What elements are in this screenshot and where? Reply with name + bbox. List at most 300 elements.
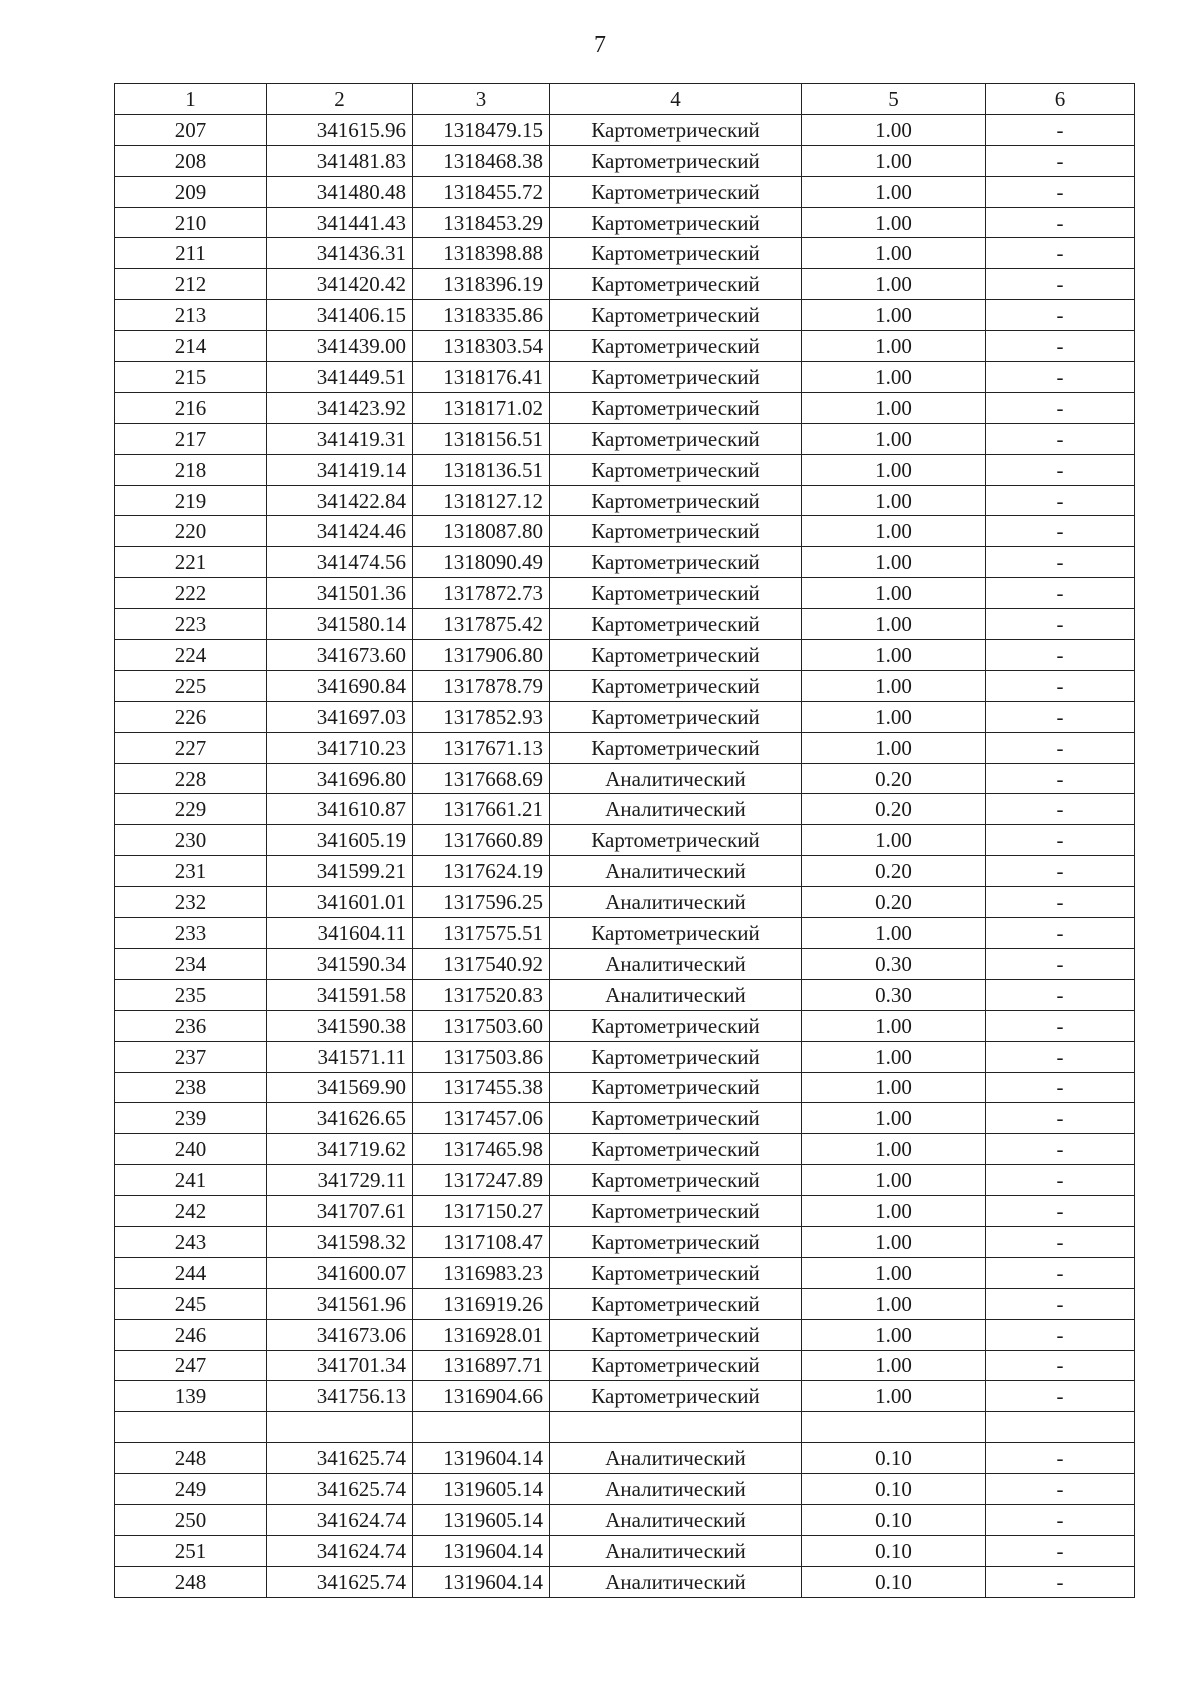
x-coordinate-cell: 341624.74 [267, 1504, 413, 1535]
accuracy-cell: 1.00 [802, 392, 986, 423]
accuracy-cell: 1.00 [802, 114, 986, 145]
x-coordinate-cell: 341624.74 [267, 1535, 413, 1566]
table-row [115, 701, 1135, 732]
accuracy-cell: 1.00 [802, 176, 986, 207]
note-cell: - [986, 423, 1135, 454]
note-cell: - [986, 1134, 1135, 1165]
column-header-1: 1 [115, 84, 267, 115]
column-header-6: 6 [986, 84, 1135, 115]
point-number-cell: 217 [115, 423, 267, 454]
table-row [115, 1041, 1135, 1072]
y-coordinate-cell: 1317906.80 [413, 640, 550, 671]
x-coordinate-cell: 341580.14 [267, 609, 413, 640]
method-cell: Картометрический [550, 1226, 802, 1257]
y-coordinate-cell: 1317852.93 [413, 701, 550, 732]
y-coordinate-cell: 1317575.51 [413, 918, 550, 949]
point-number-cell: 241 [115, 1165, 267, 1196]
accuracy-cell: 1.00 [802, 423, 986, 454]
accuracy-cell: 0.30 [802, 948, 986, 979]
y-coordinate-cell: 1316928.01 [413, 1319, 550, 1350]
y-coordinate-cell: 1318176.41 [413, 362, 550, 393]
table-row [115, 948, 1135, 979]
point-number-cell: 207 [115, 114, 267, 145]
column-header-2: 2 [267, 84, 413, 115]
x-coordinate-cell: 341604.11 [267, 918, 413, 949]
note-cell: - [986, 794, 1135, 825]
point-number-cell: 228 [115, 763, 267, 794]
point-number-cell: 235 [115, 979, 267, 1010]
y-coordinate-cell: 1319605.14 [413, 1504, 550, 1535]
point-number-cell: 221 [115, 547, 267, 578]
point-number-cell [115, 1412, 267, 1443]
note-cell: - [986, 1474, 1135, 1505]
point-number-cell: 213 [115, 300, 267, 331]
x-coordinate-cell: 341406.15 [267, 300, 413, 331]
accuracy-cell [802, 1412, 986, 1443]
point-number-cell: 208 [115, 145, 267, 176]
x-coordinate-cell: 341419.31 [267, 423, 413, 454]
point-number-cell: 209 [115, 176, 267, 207]
point-number-cell: 218 [115, 454, 267, 485]
method-cell: Картометрический [550, 1381, 802, 1412]
accuracy-cell: 1.00 [802, 701, 986, 732]
accuracy-cell: 1.00 [802, 1319, 986, 1350]
x-coordinate-cell: 341441.43 [267, 207, 413, 238]
note-cell: - [986, 670, 1135, 701]
x-coordinate-cell: 341673.06 [267, 1319, 413, 1350]
method-cell: Картометрический [550, 300, 802, 331]
accuracy-cell: 1.00 [802, 362, 986, 393]
point-number-cell: 225 [115, 670, 267, 701]
note-cell: - [986, 300, 1135, 331]
note-cell: - [986, 1103, 1135, 1134]
y-coordinate-cell: 1316897.71 [413, 1350, 550, 1381]
accuracy-cell: 1.00 [802, 547, 986, 578]
x-coordinate-cell: 341474.56 [267, 547, 413, 578]
accuracy-cell: 1.00 [802, 825, 986, 856]
x-coordinate-cell: 341625.74 [267, 1443, 413, 1474]
method-cell: Картометрический [550, 825, 802, 856]
table-row [115, 763, 1135, 794]
accuracy-cell: 1.00 [802, 331, 986, 362]
y-coordinate-cell: 1319604.14 [413, 1443, 550, 1474]
table-row [115, 1566, 1135, 1597]
accuracy-cell: 1.00 [802, 1041, 986, 1072]
x-coordinate-cell: 341615.96 [267, 114, 413, 145]
accuracy-cell: 1.00 [802, 1165, 986, 1196]
accuracy-cell: 1.00 [802, 732, 986, 763]
method-cell: Аналитический [550, 1535, 802, 1566]
x-coordinate-cell: 341625.74 [267, 1566, 413, 1597]
point-number-cell: 230 [115, 825, 267, 856]
x-coordinate-cell: 341701.34 [267, 1350, 413, 1381]
x-coordinate-cell: 341605.19 [267, 825, 413, 856]
method-cell: Аналитический [550, 887, 802, 918]
y-coordinate-cell: 1319604.14 [413, 1566, 550, 1597]
note-cell: - [986, 1196, 1135, 1227]
method-cell: Картометрический [550, 516, 802, 547]
point-number-cell: 212 [115, 269, 267, 300]
table-row [115, 1381, 1135, 1412]
y-coordinate-cell: 1318127.12 [413, 485, 550, 516]
method-cell: Картометрический [550, 485, 802, 516]
table-row [115, 887, 1135, 918]
table-row [115, 207, 1135, 238]
note-cell [986, 1412, 1135, 1443]
method-cell: Картометрический [550, 701, 802, 732]
accuracy-cell: 1.00 [802, 454, 986, 485]
x-coordinate-cell: 341590.34 [267, 948, 413, 979]
table-row [115, 392, 1135, 423]
note-cell: - [986, 1072, 1135, 1103]
y-coordinate-cell: 1319605.14 [413, 1474, 550, 1505]
method-cell: Картометрический [550, 392, 802, 423]
y-coordinate-cell: 1318455.72 [413, 176, 550, 207]
method-cell: Аналитический [550, 948, 802, 979]
accuracy-cell: 0.10 [802, 1474, 986, 1505]
x-coordinate-cell: 341569.90 [267, 1072, 413, 1103]
x-coordinate-cell: 341690.84 [267, 670, 413, 701]
accuracy-cell: 0.10 [802, 1443, 986, 1474]
table-row [115, 547, 1135, 578]
accuracy-cell: 0.30 [802, 979, 986, 1010]
table-row [115, 1288, 1135, 1319]
accuracy-cell: 1.00 [802, 670, 986, 701]
table-row [115, 269, 1135, 300]
note-cell: - [986, 1257, 1135, 1288]
y-coordinate-cell: 1317457.06 [413, 1103, 550, 1134]
table-row [115, 979, 1135, 1010]
accuracy-cell: 0.20 [802, 856, 986, 887]
accuracy-cell: 0.10 [802, 1535, 986, 1566]
x-coordinate-cell: 341422.84 [267, 485, 413, 516]
note-cell: - [986, 701, 1135, 732]
y-coordinate-cell: 1316919.26 [413, 1288, 550, 1319]
accuracy-cell: 0.20 [802, 887, 986, 918]
method-cell: Картометрический [550, 1010, 802, 1041]
method-cell: Картометрический [550, 1319, 802, 1350]
y-coordinate-cell: 1318398.88 [413, 238, 550, 269]
point-number-cell: 240 [115, 1134, 267, 1165]
method-cell [550, 1412, 802, 1443]
accuracy-cell: 1.00 [802, 1257, 986, 1288]
note-cell: - [986, 1288, 1135, 1319]
x-coordinate-cell: 341673.60 [267, 640, 413, 671]
table-row [115, 1196, 1135, 1227]
table-row [115, 1319, 1135, 1350]
table-row [115, 670, 1135, 701]
point-number-cell: 222 [115, 578, 267, 609]
method-cell: Картометрический [550, 732, 802, 763]
accuracy-cell: 1.00 [802, 1350, 986, 1381]
x-coordinate-cell: 341590.38 [267, 1010, 413, 1041]
x-coordinate-cell: 341600.07 [267, 1257, 413, 1288]
y-coordinate-cell: 1317503.60 [413, 1010, 550, 1041]
note-cell: - [986, 145, 1135, 176]
method-cell: Картометрический [550, 1257, 802, 1288]
method-cell: Картометрический [550, 1196, 802, 1227]
note-cell: - [986, 1381, 1135, 1412]
x-coordinate-cell: 341436.31 [267, 238, 413, 269]
y-coordinate-cell: 1316983.23 [413, 1257, 550, 1288]
x-coordinate-cell: 341501.36 [267, 578, 413, 609]
note-cell: - [986, 547, 1135, 578]
y-coordinate-cell: 1317596.25 [413, 887, 550, 918]
table-row [115, 176, 1135, 207]
method-cell: Картометрический [550, 1350, 802, 1381]
y-coordinate-cell: 1317503.86 [413, 1041, 550, 1072]
accuracy-cell: 0.10 [802, 1566, 986, 1597]
table-row [115, 1474, 1135, 1505]
point-number-cell: 139 [115, 1381, 267, 1412]
note-cell: - [986, 1165, 1135, 1196]
table-row [115, 1226, 1135, 1257]
method-cell: Картометрический [550, 1134, 802, 1165]
x-coordinate-cell: 341756.13 [267, 1381, 413, 1412]
y-coordinate-cell: 1318087.80 [413, 516, 550, 547]
point-number-cell: 215 [115, 362, 267, 393]
point-number-cell: 244 [115, 1257, 267, 1288]
method-cell: Картометрический [550, 176, 802, 207]
y-coordinate-cell: 1318335.86 [413, 300, 550, 331]
point-number-cell: 231 [115, 856, 267, 887]
method-cell: Картометрический [550, 1165, 802, 1196]
y-coordinate-cell: 1318171.02 [413, 392, 550, 423]
x-coordinate-cell: 341439.00 [267, 331, 413, 362]
method-cell: Картометрический [550, 670, 802, 701]
note-cell: - [986, 1535, 1135, 1566]
x-coordinate-cell: 341610.87 [267, 794, 413, 825]
point-number-cell: 219 [115, 485, 267, 516]
y-coordinate-cell: 1318156.51 [413, 423, 550, 454]
table-row [115, 1103, 1135, 1134]
table-row [115, 145, 1135, 176]
method-cell: Аналитический [550, 794, 802, 825]
point-number-cell: 211 [115, 238, 267, 269]
accuracy-cell: 0.10 [802, 1504, 986, 1535]
table-row [115, 856, 1135, 887]
column-header-5: 5 [802, 84, 986, 115]
y-coordinate-cell: 1316904.66 [413, 1381, 550, 1412]
y-coordinate-cell: 1317150.27 [413, 1196, 550, 1227]
accuracy-cell: 1.00 [802, 918, 986, 949]
table-row [115, 1350, 1135, 1381]
table-row [115, 825, 1135, 856]
x-coordinate-cell: 341419.14 [267, 454, 413, 485]
note-cell: - [986, 732, 1135, 763]
point-number-cell: 248 [115, 1566, 267, 1597]
note-cell: - [986, 362, 1135, 393]
table-row [115, 485, 1135, 516]
table-header [115, 84, 1135, 115]
x-coordinate-cell: 341449.51 [267, 362, 413, 393]
table-row [115, 1072, 1135, 1103]
method-cell: Аналитический [550, 1504, 802, 1535]
note-cell: - [986, 763, 1135, 794]
accuracy-cell: 1.00 [802, 1010, 986, 1041]
table-row [115, 114, 1135, 145]
note-cell: - [986, 516, 1135, 547]
y-coordinate-cell: 1318136.51 [413, 454, 550, 485]
note-cell: - [986, 331, 1135, 362]
x-coordinate-cell: 341625.74 [267, 1474, 413, 1505]
note-cell: - [986, 114, 1135, 145]
table-row [115, 732, 1135, 763]
accuracy-cell: 1.00 [802, 578, 986, 609]
y-coordinate-cell: 1317455.38 [413, 1072, 550, 1103]
note-cell: - [986, 887, 1135, 918]
x-coordinate-cell: 341481.83 [267, 145, 413, 176]
point-number-cell: 247 [115, 1350, 267, 1381]
x-coordinate-cell: 341561.96 [267, 1288, 413, 1319]
point-number-cell: 246 [115, 1319, 267, 1350]
note-cell: - [986, 979, 1135, 1010]
x-coordinate-cell: 341710.23 [267, 732, 413, 763]
column-header-3: 3 [413, 84, 550, 115]
note-cell: - [986, 176, 1135, 207]
y-coordinate-cell: 1319604.14 [413, 1535, 550, 1566]
note-cell: - [986, 1010, 1135, 1041]
table-row [115, 1443, 1135, 1474]
table-row [115, 423, 1135, 454]
x-coordinate-cell: 341591.58 [267, 979, 413, 1010]
point-number-cell: 214 [115, 331, 267, 362]
accuracy-cell: 1.00 [802, 516, 986, 547]
method-cell: Аналитический [550, 979, 802, 1010]
method-cell: Картометрический [550, 609, 802, 640]
point-number-cell: 210 [115, 207, 267, 238]
note-cell: - [986, 825, 1135, 856]
method-cell: Картометрический [550, 547, 802, 578]
point-number-cell: 249 [115, 1474, 267, 1505]
x-coordinate-cell: 341480.48 [267, 176, 413, 207]
note-cell: - [986, 1566, 1135, 1597]
point-number-cell: 245 [115, 1288, 267, 1319]
note-cell: - [986, 640, 1135, 671]
note-cell: - [986, 392, 1135, 423]
method-cell: Картометрический [550, 640, 802, 671]
accuracy-cell: 1.00 [802, 1288, 986, 1319]
method-cell: Картометрический [550, 269, 802, 300]
point-number-cell: 238 [115, 1072, 267, 1103]
x-coordinate-cell: 341601.01 [267, 887, 413, 918]
method-cell: Картометрический [550, 1041, 802, 1072]
x-coordinate-cell: 341424.46 [267, 516, 413, 547]
method-cell: Аналитический [550, 1566, 802, 1597]
method-cell: Аналитический [550, 856, 802, 887]
table-row [115, 331, 1135, 362]
point-number-cell: 234 [115, 948, 267, 979]
method-cell: Картометрический [550, 362, 802, 393]
method-cell: Картометрический [550, 145, 802, 176]
table-row [115, 300, 1135, 331]
method-cell: Картометрический [550, 454, 802, 485]
note-cell: - [986, 609, 1135, 640]
method-cell: Картометрический [550, 331, 802, 362]
x-coordinate-cell: 341626.65 [267, 1103, 413, 1134]
x-coordinate-cell: 341719.62 [267, 1134, 413, 1165]
method-cell: Аналитический [550, 763, 802, 794]
note-cell: - [986, 1319, 1135, 1350]
table-row [115, 609, 1135, 640]
table-row [115, 794, 1135, 825]
note-cell: - [986, 269, 1135, 300]
point-number-cell: 226 [115, 701, 267, 732]
note-cell: - [986, 918, 1135, 949]
method-cell: Картометрический [550, 1103, 802, 1134]
x-coordinate-cell: 341707.61 [267, 1196, 413, 1227]
header-row [115, 84, 1135, 115]
point-number-cell: 239 [115, 1103, 267, 1134]
point-number-cell: 251 [115, 1535, 267, 1566]
y-coordinate-cell: 1317624.19 [413, 856, 550, 887]
method-cell: Картометрический [550, 207, 802, 238]
y-coordinate-cell: 1317660.89 [413, 825, 550, 856]
y-coordinate-cell: 1317671.13 [413, 732, 550, 763]
point-number-cell: 227 [115, 732, 267, 763]
y-coordinate-cell: 1318303.54 [413, 331, 550, 362]
point-number-cell: 232 [115, 887, 267, 918]
y-coordinate-cell: 1318479.15 [413, 114, 550, 145]
accuracy-cell: 1.00 [802, 207, 986, 238]
point-number-cell: 224 [115, 640, 267, 671]
table-row [115, 1010, 1135, 1041]
y-coordinate-cell: 1317872.73 [413, 578, 550, 609]
table-row [115, 640, 1135, 671]
accuracy-cell: 1.00 [802, 1226, 986, 1257]
y-coordinate-cell: 1317540.92 [413, 948, 550, 979]
accuracy-cell: 1.00 [802, 300, 986, 331]
y-coordinate-cell: 1317520.83 [413, 979, 550, 1010]
x-coordinate-cell: 341696.80 [267, 763, 413, 794]
accuracy-cell: 0.20 [802, 763, 986, 794]
x-coordinate-cell: 341729.11 [267, 1165, 413, 1196]
point-number-cell: 250 [115, 1504, 267, 1535]
table-row [115, 454, 1135, 485]
y-coordinate-cell: 1317247.89 [413, 1165, 550, 1196]
accuracy-cell: 1.00 [802, 485, 986, 516]
point-number-cell: 237 [115, 1041, 267, 1072]
note-cell: - [986, 856, 1135, 887]
coordinates-table [114, 83, 1135, 1598]
note-cell: - [986, 1041, 1135, 1072]
table-row [115, 362, 1135, 393]
y-coordinate-cell: 1317661.21 [413, 794, 550, 825]
y-coordinate-cell: 1318090.49 [413, 547, 550, 578]
y-coordinate-cell: 1317108.47 [413, 1226, 550, 1257]
method-cell: Картометрический [550, 578, 802, 609]
note-cell: - [986, 1226, 1135, 1257]
method-cell: Картометрический [550, 423, 802, 454]
table-row [115, 1134, 1135, 1165]
note-cell: - [986, 1504, 1135, 1535]
table-row [115, 1412, 1135, 1443]
accuracy-cell: 1.00 [802, 1381, 986, 1412]
page-number: 7 [594, 32, 606, 58]
table-row [115, 1165, 1135, 1196]
y-coordinate-cell: 1317668.69 [413, 763, 550, 794]
x-coordinate-cell: 341697.03 [267, 701, 413, 732]
y-coordinate-cell: 1318396.19 [413, 269, 550, 300]
method-cell: Картометрический [550, 1072, 802, 1103]
point-number-cell: 220 [115, 516, 267, 547]
y-coordinate-cell: 1317465.98 [413, 1134, 550, 1165]
accuracy-cell: 1.00 [802, 1103, 986, 1134]
accuracy-cell: 0.20 [802, 794, 986, 825]
accuracy-cell: 1.00 [802, 640, 986, 671]
x-coordinate-cell: 341571.11 [267, 1041, 413, 1072]
table-row [115, 1535, 1135, 1566]
